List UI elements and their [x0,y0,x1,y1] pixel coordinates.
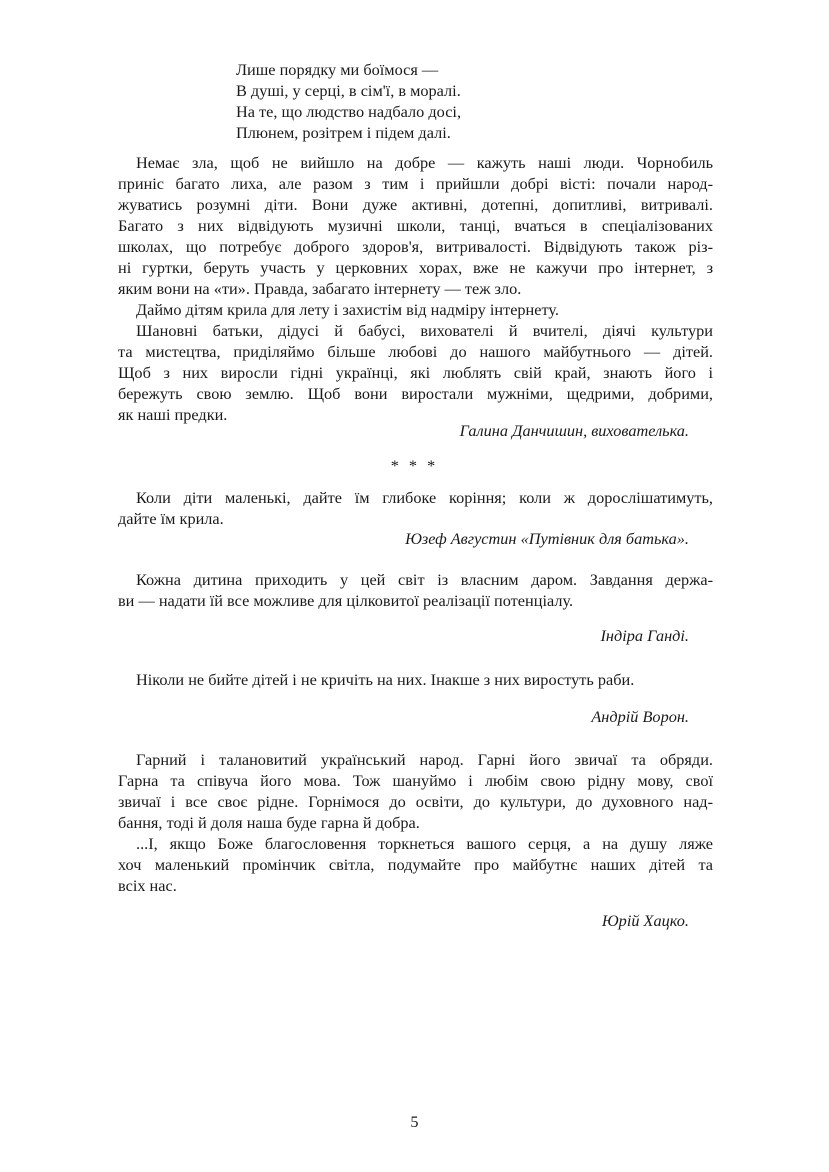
text-line: жуватись розумні діти. Вони дуже активні, дотепні, допитливі, витривалі. [118,195,713,214]
signature-gandhi: Індіра Ганді. [600,626,689,645]
text-line: На те, що людство надбало досі, [236,102,462,121]
text-line: Лише порядку ми боїмося — [236,60,439,79]
text-line: всіх нас. [118,876,177,895]
paragraph-2 [118,299,713,320]
poem [236,59,461,143]
text-line: Плюнем, розітрем і підем далі. [236,123,451,142]
text-line: Гарний і талановитий український народ. Гарні його звичаї та обряди. [136,750,713,769]
paragraph-3 [118,320,713,425]
text-line: Шановні батьки, дідусі й бабусі, вихователі й вчителі, діячі культури [136,321,713,340]
text-line: Ніколи не бийте дітей і не кричіть на них. Інакше з них виростуть раби. [136,670,635,689]
signature-danchyshyn: Галина Данчишин, вихователька. [459,421,689,440]
text-line: Немає зла, щоб не вийшло на добре — кажуть наші люди. Чорнобиль [136,153,713,172]
text-line: ...І, якщо Боже благословення торкнеться вашого серця, а на душу ляже [136,834,713,853]
text-line: бережуть свою землю. Щоб вони виростали мужніми, щедрими, добрими, [118,384,713,403]
paragraph-1 [118,152,713,299]
page-number: 5 [410,1112,419,1131]
signature-avgustyn: Юзеф Августин «Путівник для батька». [405,529,689,548]
text-line: Гарна та співуча його мова. Тож шануймо і любім свою рідну мову, свої [118,771,713,790]
text-line: звичаї і все своє рідне. Горнімося до освіти, до культури, до духовного над- [118,792,713,811]
text-line: Багато з них відвідують музичні школи, танці, вчаться в спеціалізованих [118,216,713,235]
text-line: яким вони на «ти». Правда, забагато інтернету — теж зло. [118,279,522,298]
signature-khatsko: Юрій Хацко. [601,911,689,930]
text-line: хоч маленький промінчик світла, подумайте про майбутнє наших дітей та [118,855,713,874]
text-line: приніс багато лиха, але разом з тим і прийшли добрі вісті: почали народ- [118,174,713,193]
text-line: дайте їм крила. [118,509,224,528]
text-line: та мистецтва, приділяймо більше любові до нашого майбутнього — дітей. [118,342,713,361]
text-line: як наші предки. [118,405,228,424]
paragraph-8 [118,833,713,896]
text-line: Щоб з них виросли гідні українці, які люблять свій край, знають його і [118,363,713,382]
paragraph-5 [118,569,713,611]
paragraph-6 [118,669,713,690]
text-line: школах, що потребує доброго здоров'я, витривалості. Відвідують також різ- [118,237,713,256]
text-line: бання, тоді й доля наша буде гарна й добра. [118,813,420,832]
section-separator: * * * [390,456,439,475]
text-line: Даймо дітям крила для лету і захистім від надміру інтернету. [136,300,559,319]
text-line: Коли діти маленькі, дайте їм глибоке коріння; коли ж дорослішатимуть, [136,488,713,507]
text-line: ні гуртки, беруть участь у церковних хорах, вже не кажучи про інтернет, з [118,258,713,277]
paragraph-7 [118,749,713,833]
text-line: Кожна дитина приходить у цей світ із власним даром. Завдання держа- [136,570,713,589]
text-line: В душі, у серці, в сім'ї, в моралі. [236,81,461,100]
paragraph-4 [118,487,713,529]
signature-voron: Андрій Ворон. [591,707,689,726]
text-line: ви — надати їй все можливе для цілковитої реалізації потенціалу. [118,591,574,610]
